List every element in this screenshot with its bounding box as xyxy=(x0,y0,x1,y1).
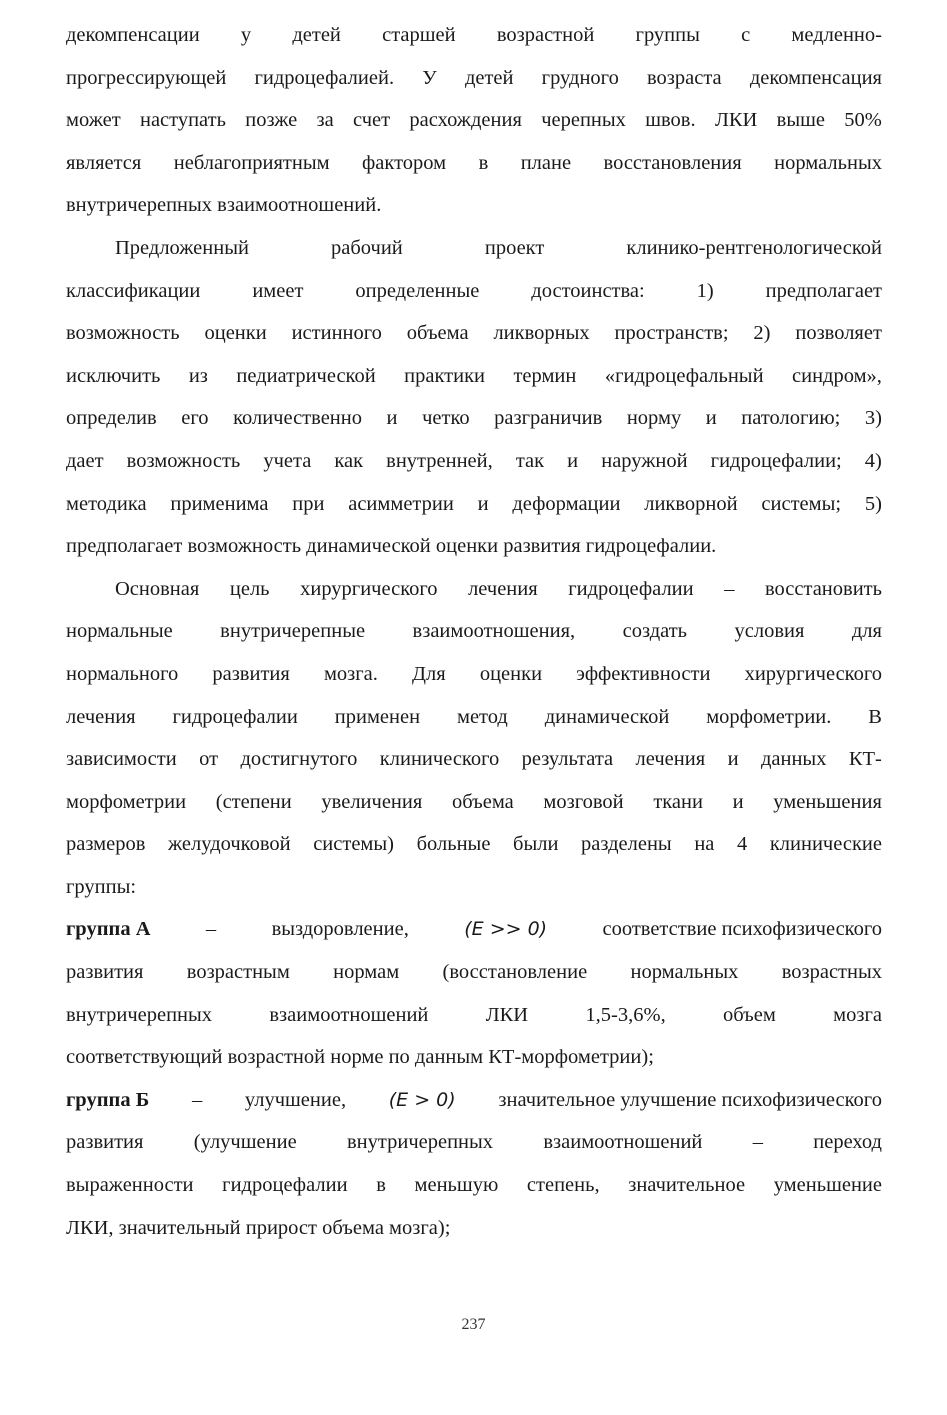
text-line: является неблагоприятным фактором в плане восстановления нормальных xyxy=(66,151,882,174)
text-line: декомпенсации у детей старшей возрастной группы с медленно- xyxy=(66,24,882,46)
group-b-entry xyxy=(66,1079,882,1249)
text-line: дает возможность учета как внутренней, так и наружной гидроцефалии; 4) xyxy=(66,449,882,472)
group-a-word: выздоровление, xyxy=(271,918,409,941)
text-line: нормального развития мозга. Для оценки эффективности хирургического xyxy=(66,662,882,685)
text-line: методика применима при асимметрии и деформации ликворной системы; 5) xyxy=(66,492,882,515)
paragraph-surgical-goal xyxy=(66,568,882,909)
group-b-label: группа Б xyxy=(66,1088,150,1111)
group-a-rest: соответствие психофизического xyxy=(602,918,882,941)
group-a-formula: (E >> 0) xyxy=(464,918,548,941)
text-line: зависимости от достигнутого клинического результата лечения и данных КТ- xyxy=(66,748,882,771)
paragraph-decompensation xyxy=(66,14,882,227)
paragraph-classification-advantages xyxy=(66,227,882,568)
text-line: морфометрии (степени увеличения объема мозговой ткани и уменьшения xyxy=(66,790,882,813)
text-line: выраженности гидроцефалии в меньшую степень, значительное уменьшение xyxy=(66,1174,882,1197)
text-line: размеров желудочковой системы) больные были разделены на 4 клинические xyxy=(66,833,882,856)
group-a-first-line xyxy=(66,908,882,951)
text-line: Основная цель хирургического лечения гидроцефалии – восстановить xyxy=(115,577,882,600)
text-line: соответствующий возрастной норме по данным КТ-морфометрии); xyxy=(66,1046,654,1069)
text-line: ЛКИ, значительный прирост объема мозга); xyxy=(66,1216,451,1239)
text-line: лечения гидроцефалии применен метод динамической морфометрии. В xyxy=(66,705,882,728)
text-line: нормальные внутричерепные взаимоотношения, создать условия для xyxy=(66,620,882,643)
text-line: исключить из педиатрической практики термин «гидроцефальный синдром», xyxy=(66,364,882,387)
text-line: внутричерепных взаимоотношений. xyxy=(66,194,382,217)
text-line: группы: xyxy=(66,875,137,898)
document-body xyxy=(66,14,882,1249)
group-a-dash: – xyxy=(205,918,217,941)
text-line: Предложенный рабочий проект клинико-рентгенологической xyxy=(115,236,882,259)
group-b-word: улучшение, xyxy=(244,1088,347,1111)
text-line: определив его количественно и четко разграничив норму и патологию; 3) xyxy=(66,407,882,430)
group-b-description xyxy=(66,1121,882,1249)
text-line: внутричерепных взаимоотношений ЛКИ 1,5-3,6%, объем мозга xyxy=(66,1003,882,1026)
text-line: развития (улучшение внутричерепных взаимоотношений – переход xyxy=(66,1131,882,1154)
text-line: предполагает возможность динамической оценки развития гидроцефалии. xyxy=(66,535,717,558)
group-a-entry xyxy=(66,908,882,1078)
page-number: 237 xyxy=(461,1316,486,1333)
text-line: развития возрастным нормам (восстановление нормальных возрастных xyxy=(66,961,882,984)
group-b-dash: – xyxy=(191,1088,203,1111)
group-b-rest: значительное улучшение психофизического xyxy=(498,1088,882,1111)
text-line: может наступать позже за счет расхождения черепных швов. ЛКИ выше 50% xyxy=(66,109,882,132)
group-b-formula: (E > 0) xyxy=(388,1088,456,1111)
group-a-label: группа А xyxy=(66,918,151,941)
group-a-description xyxy=(66,951,882,1079)
text-line: прогрессирующей гидроцефалией. У детей грудного возраста декомпенсация xyxy=(66,66,882,89)
text-line: классификации имеет определенные достоинства: 1) предполагает xyxy=(66,279,882,302)
group-b-first-line xyxy=(66,1079,882,1122)
text-line: возможность оценки истинного объема ликворных пространств; 2) позволяет xyxy=(66,322,882,345)
